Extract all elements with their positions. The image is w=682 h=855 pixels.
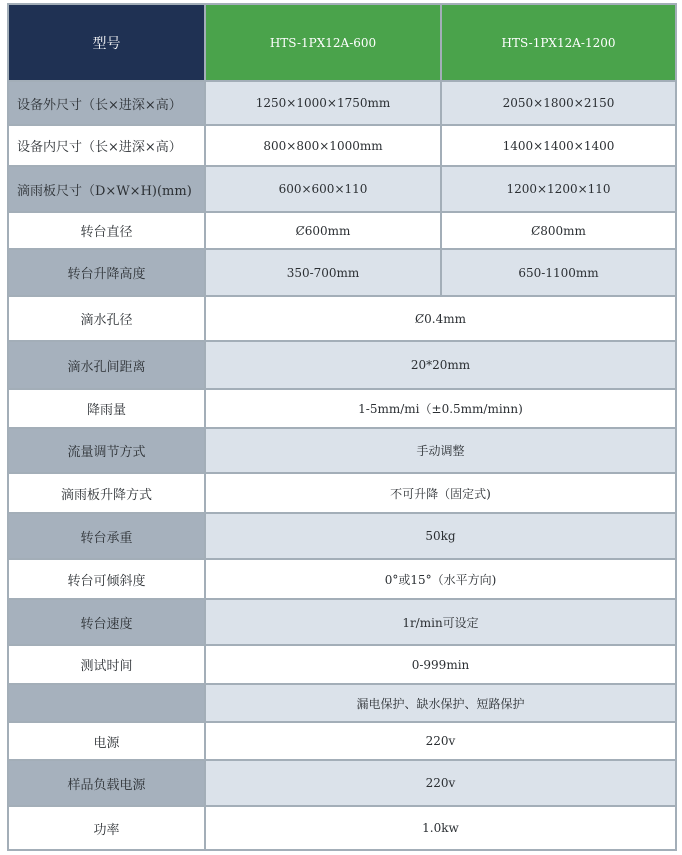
table-header-row bbox=[7, 5, 677, 80]
row-label: 转台可倾斜度 bbox=[9, 560, 204, 598]
row-value: 不可升降（固定式) bbox=[206, 474, 675, 512]
row-value-model-1: 600×600×110 bbox=[206, 167, 440, 211]
header-model-2-cell: HTS-1PX12A-1200 bbox=[442, 5, 675, 80]
row-label: 设备外尺寸（长×进深×高） bbox=[9, 82, 204, 124]
header-label-cell: 型号 bbox=[9, 5, 204, 80]
table-row bbox=[7, 82, 677, 124]
table-row bbox=[7, 560, 677, 598]
row-value: 手动调整 bbox=[206, 429, 675, 472]
row-value-model-1: 1250×1000×1750mm bbox=[206, 82, 440, 124]
row-value: 1r/min可设定 bbox=[206, 600, 675, 644]
row-value: Ȼ0.4mm bbox=[206, 297, 675, 340]
table-row bbox=[7, 297, 677, 340]
spec-table bbox=[7, 3, 677, 851]
row-label: 流量调节方式 bbox=[9, 429, 204, 472]
row-value-model-2: 1400×1400×1400 bbox=[442, 126, 675, 165]
row-value-model-2: 2050×1800×2150 bbox=[442, 82, 675, 124]
row-value: 220v bbox=[206, 723, 675, 759]
row-label: 设备内尺寸（长×进深×高） bbox=[9, 126, 204, 165]
row-label: 滴水孔径 bbox=[9, 297, 204, 340]
row-value: 0-999min bbox=[206, 646, 675, 683]
table-row bbox=[7, 600, 677, 644]
row-label: 转台承重 bbox=[9, 514, 204, 558]
row-label: 转台直径 bbox=[9, 213, 204, 248]
row-label: 滴雨板尺寸（D×W×H)(mm) bbox=[9, 167, 204, 211]
table-row bbox=[7, 723, 677, 759]
row-value-model-1: 800×800×1000mm bbox=[206, 126, 440, 165]
table-row bbox=[7, 474, 677, 512]
header-model-1-cell: HTS-1PX12A-600 bbox=[206, 5, 440, 80]
row-value: 0°或15°（水平方向) bbox=[206, 560, 675, 598]
row-value: 漏电保护、缺水保护、短路保护 bbox=[206, 685, 675, 721]
table-row bbox=[7, 390, 677, 427]
row-value-model-2: 1200×1200×110 bbox=[442, 167, 675, 211]
row-label: 测试时间 bbox=[9, 646, 204, 683]
row-label: 转台升降高度 bbox=[9, 250, 204, 295]
row-label: 转台速度 bbox=[9, 600, 204, 644]
row-value-model-2: 650-1100mm bbox=[442, 250, 675, 295]
row-value: 1-5mm/mi（±0.5mm/minn) bbox=[206, 390, 675, 427]
table-row bbox=[7, 429, 677, 472]
table-row bbox=[7, 342, 677, 388]
table-row bbox=[7, 213, 677, 248]
table-row bbox=[7, 685, 677, 721]
row-value-model-1: 350-700mm bbox=[206, 250, 440, 295]
row-value: 20*20mm bbox=[206, 342, 675, 388]
row-value: 220v bbox=[206, 761, 675, 805]
row-label bbox=[9, 685, 204, 721]
table-row bbox=[7, 167, 677, 211]
row-value-model-2: Ȼ800mm bbox=[442, 213, 675, 248]
row-label: 功率 bbox=[9, 807, 204, 849]
row-value-model-1: Ȼ600mm bbox=[206, 213, 440, 248]
table-row bbox=[7, 250, 677, 295]
row-label: 降雨量 bbox=[9, 390, 204, 427]
table-row bbox=[7, 761, 677, 805]
table-row bbox=[7, 646, 677, 683]
row-label: 滴水孔间距离 bbox=[9, 342, 204, 388]
table-row bbox=[7, 126, 677, 165]
row-label: 样品负载电源 bbox=[9, 761, 204, 805]
row-label: 滴雨板升降方式 bbox=[9, 474, 204, 512]
row-value: 50kg bbox=[206, 514, 675, 558]
table-row bbox=[7, 807, 677, 849]
table-row bbox=[7, 514, 677, 558]
row-value: 1.0kw bbox=[206, 807, 675, 849]
row-label: 电源 bbox=[9, 723, 204, 759]
